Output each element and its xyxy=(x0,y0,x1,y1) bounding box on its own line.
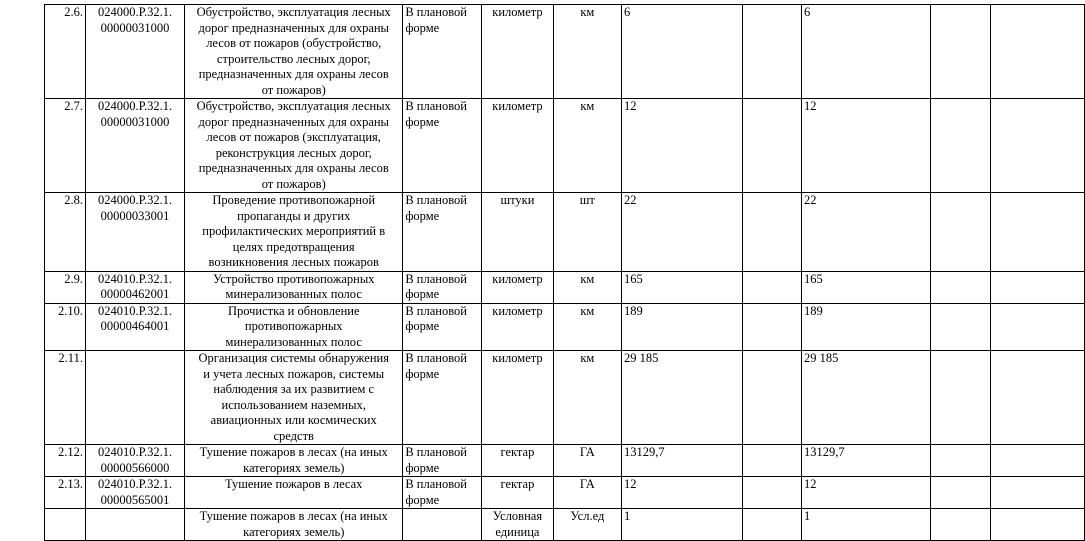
total-value-cell: 12 xyxy=(801,99,930,193)
work-name-cell-line: средств xyxy=(273,428,314,443)
empty-cell xyxy=(931,99,991,193)
unit-name-cell xyxy=(482,351,554,445)
empty-cell xyxy=(931,193,991,272)
total-value-cell: 6 xyxy=(801,5,930,99)
unit-abbr-cell-line: км xyxy=(580,99,595,113)
registry-code-cell xyxy=(85,351,184,445)
registry-code-cell-line: 024010.Р.32.1. xyxy=(97,477,173,491)
empty-cell xyxy=(742,5,801,99)
empty-cell xyxy=(991,5,1085,99)
unit-abbr-cell xyxy=(553,271,621,303)
unit-abbr-cell-line: км xyxy=(580,303,595,318)
unit-abbr-cell-line: км xyxy=(580,351,595,365)
unit-abbr-cell xyxy=(553,99,621,193)
planned-value-cell: 1 xyxy=(621,509,742,541)
unit-name-cell-line: километр xyxy=(492,99,543,113)
registry-code-cell xyxy=(85,193,184,272)
row-number-cell: 2.12. xyxy=(45,445,86,477)
empty-cell xyxy=(742,271,801,303)
empty-cell xyxy=(931,5,991,99)
unit-abbr-cell-line: шт xyxy=(579,193,595,207)
work-name-cell-line: и учета лесных пожаров, системы xyxy=(203,366,385,381)
registry-code-cell xyxy=(85,271,184,303)
empty-cell xyxy=(931,271,991,303)
work-name-cell-line: профилактических мероприятий в xyxy=(202,224,386,238)
registry-code-cell-line: 00000031000 xyxy=(100,114,170,129)
form-cell xyxy=(403,5,482,99)
work-name-cell-line: авиационных или космических xyxy=(210,413,377,427)
table-row xyxy=(45,193,1085,272)
registry-code-cell-line: 00000033001 xyxy=(100,208,170,223)
work-name-cell-line: лесов от пожаров (эксплуатация, xyxy=(206,130,381,144)
form-cell xyxy=(403,445,482,477)
unit-name-cell-line: штуки xyxy=(500,193,535,207)
form-cell-line: форме xyxy=(405,492,440,507)
form-cell-line: форме xyxy=(405,287,440,301)
form-cell-line: форме xyxy=(405,20,440,35)
total-value-cell: 12 xyxy=(801,477,930,509)
work-name-cell xyxy=(185,5,403,99)
form-cell xyxy=(403,477,482,509)
work-name-cell-line: целях предотвращения xyxy=(232,239,355,254)
form-cell-line: В плановой xyxy=(405,193,467,207)
planned-value-cell: 165 xyxy=(621,271,742,303)
row-number-cell: 2.9. xyxy=(45,271,86,303)
registry-code-cell-line: 00000031000 xyxy=(100,20,170,35)
planned-value-cell: 29 185 xyxy=(621,351,742,445)
total-value-cell: 22 xyxy=(801,193,930,272)
empty-cell xyxy=(931,477,991,509)
form-cell-line: В плановой xyxy=(405,5,467,19)
row-number-cell: 2.11. xyxy=(45,351,86,445)
form-cell xyxy=(403,351,482,445)
work-name-cell-line: Обустройство, эксплуатация лесных xyxy=(196,5,391,19)
registry-code-cell-line: 024000.Р.32.1. xyxy=(97,193,173,207)
unit-abbr-cell-line: км xyxy=(580,5,595,19)
unit-name-cell-line: единица xyxy=(495,524,540,539)
total-value-cell: 13129,7 xyxy=(801,445,930,477)
unit-name-cell-line: Условная xyxy=(492,509,543,523)
registry-code-cell xyxy=(85,99,184,193)
work-name-cell-line: дорог предназначенных для охраны xyxy=(198,114,389,129)
empty-cell xyxy=(742,477,801,509)
planned-value-cell: 189 xyxy=(621,303,742,351)
empty-cell xyxy=(931,445,991,477)
table-row xyxy=(45,477,1085,509)
registry-code-cell-line: 00000566000 xyxy=(100,460,170,475)
total-value-cell: 189 xyxy=(801,303,930,351)
form-cell-line: В плановой xyxy=(405,303,467,318)
registry-code-cell-line: 024010.Р.32.1. xyxy=(97,303,173,318)
work-name-cell-line: использованием наземных, xyxy=(221,397,366,412)
registry-code-cell-line: 00000565001 xyxy=(100,492,170,507)
form-cell-line: В плановой xyxy=(405,477,467,491)
empty-cell xyxy=(991,193,1085,272)
unit-abbr-cell xyxy=(553,5,621,99)
unit-abbr-cell-line: км xyxy=(580,271,595,286)
empty-cell xyxy=(931,303,991,351)
form-cell xyxy=(403,193,482,272)
form-cell-line: В плановой xyxy=(405,271,467,286)
unit-name-cell xyxy=(482,477,554,509)
work-name-cell-line: категориях земель) xyxy=(243,524,345,539)
work-name-cell-line: от пожаров) xyxy=(261,82,326,97)
unit-name-cell-line: километр xyxy=(492,351,543,365)
empty-cell xyxy=(991,477,1085,509)
form-cell-line: форме xyxy=(405,208,440,223)
work-name-cell-line: возникновения лесных пожаров xyxy=(208,255,379,269)
total-value-cell: 165 xyxy=(801,271,930,303)
planned-value-cell: 22 xyxy=(621,193,742,272)
work-name-cell-line: Тушение пожаров в лесах (на иных xyxy=(199,445,388,459)
unit-name-cell-line: километр xyxy=(492,303,543,318)
unit-name-cell xyxy=(482,99,554,193)
form-cell xyxy=(403,99,482,193)
work-name-cell-line: наблюдения за их развитием с xyxy=(213,382,375,396)
work-name-cell-line: категориях земель) xyxy=(243,460,345,475)
work-name-cell-line: минерализованных полос xyxy=(225,334,362,349)
work-name-cell-line: Устройство противопожарных xyxy=(212,271,375,286)
empty-cell xyxy=(991,99,1085,193)
unit-name-cell xyxy=(482,445,554,477)
work-name-cell xyxy=(185,303,403,351)
unit-abbr-cell xyxy=(553,445,621,477)
table-row xyxy=(45,445,1085,477)
table-row xyxy=(45,303,1085,351)
form-cell xyxy=(403,303,482,351)
work-name-cell-line: лесов от пожаров (обустройство, xyxy=(206,36,382,50)
work-name-cell xyxy=(185,477,403,509)
unit-name-cell-line: километр xyxy=(492,5,543,19)
table-row xyxy=(45,99,1085,193)
work-name-cell xyxy=(185,99,403,193)
unit-name-cell-line: гектар xyxy=(500,477,535,491)
registry-code-cell-line: 024010.Р.32.1. xyxy=(97,445,173,459)
form-cell xyxy=(403,271,482,303)
total-value-cell: 29 185 xyxy=(801,351,930,445)
unit-name-cell xyxy=(482,303,554,351)
work-name-cell-line: Тушение пожаров в лесах xyxy=(224,477,363,491)
work-name-cell-line: Обустройство, эксплуатация лесных xyxy=(196,99,391,113)
work-name-cell-line: от пожаров) xyxy=(261,176,326,191)
empty-cell xyxy=(742,445,801,477)
work-name-cell xyxy=(185,193,403,272)
registry-code-cell-line: 024010.Р.32.1. xyxy=(97,271,173,286)
work-name-cell-line: предназначенных для охраны лесов xyxy=(198,161,389,175)
registry-code-cell-line: 024000.Р.32.1. xyxy=(97,99,173,113)
services-table xyxy=(44,4,1085,541)
empty-cell xyxy=(931,351,991,445)
registry-code-cell xyxy=(85,5,184,99)
planned-value-cell: 13129,7 xyxy=(621,445,742,477)
registry-code-cell-line: 00000462001 xyxy=(100,287,170,301)
unit-abbr-cell xyxy=(553,351,621,445)
unit-abbr-cell-line: ГА xyxy=(579,477,595,491)
empty-cell xyxy=(991,271,1085,303)
empty-cell xyxy=(991,351,1085,445)
form-cell-line: В плановой xyxy=(405,99,467,113)
form-cell-line: форме xyxy=(405,319,440,333)
registry-code-cell xyxy=(85,445,184,477)
unit-abbr-cell-line: Усл.ед xyxy=(570,509,605,523)
work-name-cell-line: Тушение пожаров в лесах (на иных xyxy=(199,509,388,523)
unit-name-cell xyxy=(482,271,554,303)
work-name-cell-line: Прочистка и обновление xyxy=(227,303,360,318)
work-name-cell xyxy=(185,445,403,477)
registry-code-cell xyxy=(85,303,184,351)
row-number-cell: 2.13. xyxy=(45,477,86,509)
empty-cell xyxy=(991,445,1085,477)
work-name-cell xyxy=(185,271,403,303)
planned-value-cell: 12 xyxy=(621,99,742,193)
empty-cell xyxy=(742,193,801,272)
work-name-cell-line: противопожарных xyxy=(244,319,343,333)
work-name-cell-line: пропаганды и других xyxy=(237,208,351,223)
registry-code-cell-line: 024000.Р.32.1. xyxy=(97,5,173,19)
planned-value-cell: 6 xyxy=(621,5,742,99)
table-row xyxy=(45,271,1085,303)
unit-abbr-cell-line: ГА xyxy=(579,445,595,459)
empty-cell xyxy=(742,99,801,193)
work-name-cell-line: реконструкция лесных дорог, xyxy=(215,145,372,160)
registry-code-cell xyxy=(85,477,184,509)
registry-code-cell-line: 00000464001 xyxy=(100,319,170,333)
unit-name-cell xyxy=(482,5,554,99)
table-body xyxy=(45,5,1085,541)
row-number-cell: 2.10. xyxy=(45,303,86,351)
form-cell-line: форме xyxy=(405,114,440,129)
unit-abbr-cell xyxy=(553,477,621,509)
unit-name-cell-line: гектар xyxy=(500,445,535,459)
empty-cell xyxy=(742,303,801,351)
form-cell-line: форме xyxy=(405,460,440,475)
form-cell-line: В плановой xyxy=(405,351,467,365)
row-number-cell: 2.6. xyxy=(45,5,86,99)
table-row xyxy=(45,351,1085,445)
work-name-cell-line: строительство лесных дорог, xyxy=(216,51,371,66)
work-name-cell-line: дорог предназначенных для охраны xyxy=(198,20,389,35)
unit-name-cell-line: километр xyxy=(492,271,543,286)
table-row xyxy=(45,5,1085,99)
empty-cell xyxy=(742,351,801,445)
row-number-cell: 2.7. xyxy=(45,99,86,193)
row-number-cell: 2.8. xyxy=(45,193,86,272)
work-name-cell-line: минерализованных полос xyxy=(225,287,362,301)
work-name-cell-line: предназначенных для охраны лесов xyxy=(198,67,389,81)
unit-abbr-cell xyxy=(553,303,621,351)
planned-value-cell: 12 xyxy=(621,477,742,509)
form-cell-line: форме xyxy=(405,366,440,381)
work-name-cell-line: Проведение противопожарной xyxy=(212,193,376,207)
total-value-cell: 1 xyxy=(801,509,930,541)
work-name-cell-line: Организация системы обнаружения xyxy=(198,351,389,365)
work-name-cell xyxy=(185,351,403,445)
form-cell-line: В плановой xyxy=(405,445,467,459)
unit-abbr-cell xyxy=(553,193,621,272)
empty-cell xyxy=(991,303,1085,351)
unit-name-cell xyxy=(482,193,554,272)
